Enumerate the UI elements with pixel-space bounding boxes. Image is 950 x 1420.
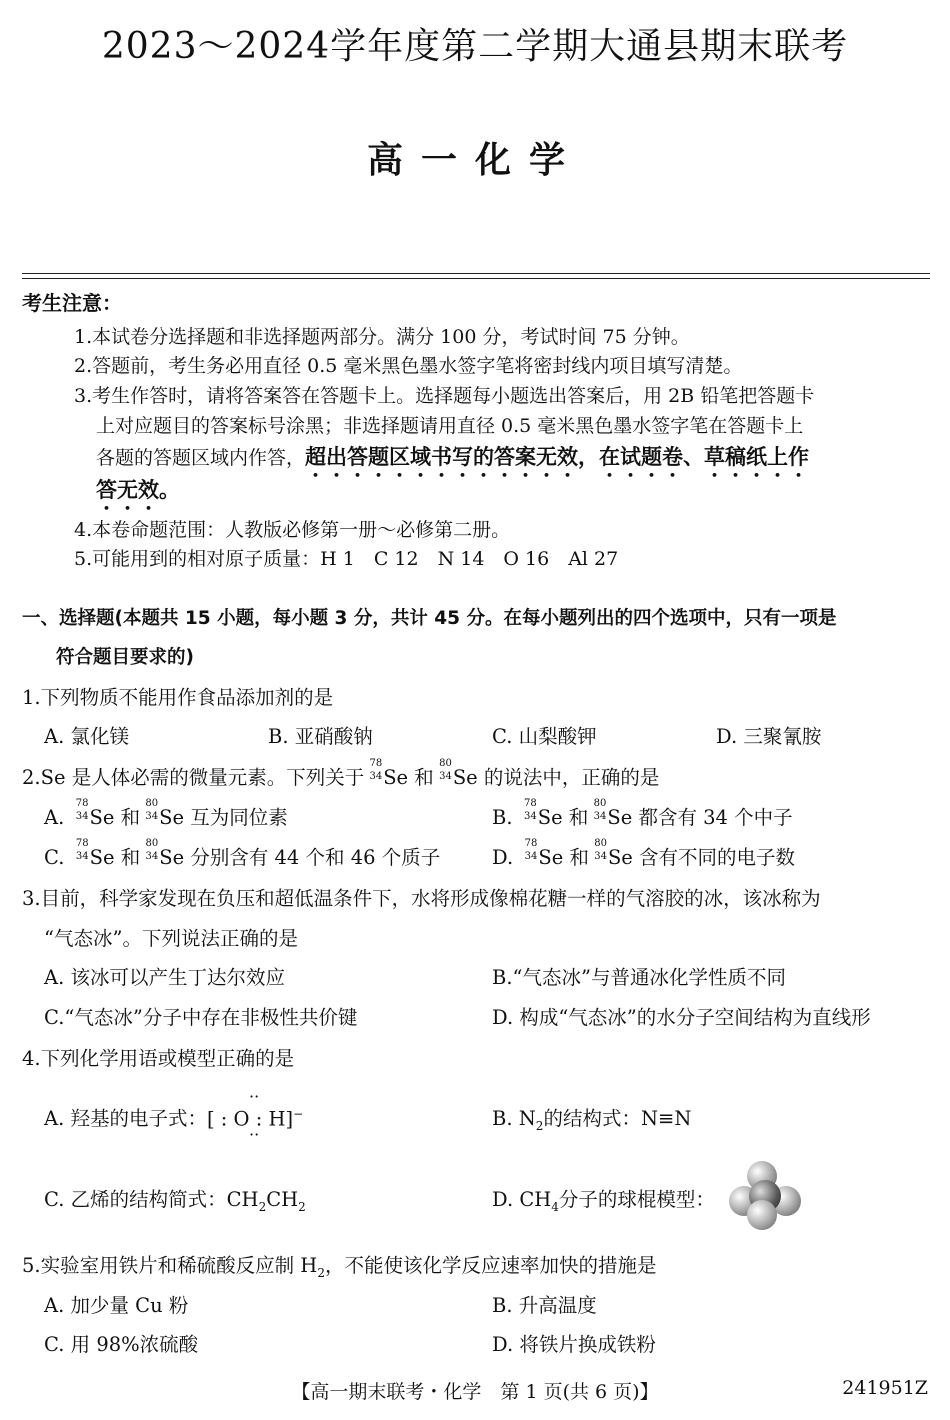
atomic-number: 34 [369,771,383,782]
option-text: D. CH [492,1188,552,1211]
question-stem [22,1250,656,1280]
option-label: C. [44,846,71,869]
stem-text: ，不能使该化学反应速率加快的措施是 [324,1254,657,1277]
mass-number: 80 [145,798,159,809]
atomic-number: 34 [593,811,607,822]
notice-text: 各题的答题区域内作答， [96,447,306,469]
option-c: C. 用 98%浓硫酸 [44,1333,199,1356]
option-a: A. 该冰可以产生丁达尔效应 [44,966,285,989]
option-text: Se 含有不同的电子数 [607,846,796,869]
option-text: Se 互为同位素 [159,806,288,829]
option-c [44,1184,306,1214]
atomic-number: 34 [145,811,159,822]
notice-item-3-cont [96,441,809,482]
section-heading-cont: 符合题目要求的) [56,647,194,668]
option-a: A. 氯化镁 [44,725,129,748]
formula: [ : O : H] [206,1107,294,1130]
option-c: C.“气态冰”分子中存在非极性共价键 [44,1006,358,1029]
question-stem-cont: “气态冰”。下列说法正确的是 [44,927,298,950]
exam-title: 2023～2024学年度第二学期大通县期末联考 [101,26,849,67]
option-text: Se 都含有 34 个中子 [607,806,793,829]
atomic-number: 34 [75,811,89,822]
option-b: B.“气态冰”与普通冰化学性质不同 [492,966,786,989]
notice-item-5: 5.可能用到的相对原子质量：H 1 C 12 N 14 O 16 Al 27 [74,548,619,570]
option-a [44,798,288,830]
isotope-notation [589,838,608,864]
notice-item-1: 1.本试卷分选择题和非选择题两部分。满分 100 分，考试时间 75 分钟。 [74,326,690,348]
mass-number: 78 [524,838,538,849]
lone-pair-dots: ·· [248,1124,260,1144]
atomic-number: 34 [145,851,159,862]
question-stem: 3.目前，科学家发现在负压和超低温条件下，水将形成像棉花糖一样的气溶胶的冰，该冰称为 [22,887,821,910]
isotope-notation [519,838,538,864]
atomic-number: 34 [524,811,537,822]
isotope-notation [588,798,607,824]
electron-formula [206,1086,304,1144]
isotope-notation [364,758,383,784]
isotope-notation [140,838,159,864]
option-text: Se 和 [89,846,141,869]
atomic-number: 34 [75,851,89,862]
mass-number: 78 [369,758,383,769]
option-b: B. 亚硝酸钠 [268,725,373,748]
option-d: D. 将铁片换成铁粉 [492,1333,656,1356]
option-label: D. [492,846,520,869]
atomic-number: 34 [594,851,607,862]
option-c: C. 山梨酸钾 [492,725,597,748]
ch4-ball-stick-model-image [727,1158,803,1232]
atomic-number: 34 [524,851,538,862]
notice-heading: 考生注意： [22,291,122,315]
isotope-notation [519,798,538,824]
subscript: 2 [258,1199,267,1214]
option-text: 分子的球棍模型： [558,1188,715,1211]
mass-number: 80 [594,838,607,849]
option-a [44,1086,304,1144]
question-stem: 4.下列化学用语或模型正确的是 [22,1047,295,1070]
option-text: Se 和 [537,806,589,829]
question-stem [22,758,660,790]
subscript: 2 [535,1118,544,1133]
divider-line [22,278,930,279]
atomic-number: 34 [439,771,452,782]
exam-code: 241951Z [842,1377,928,1399]
stem-text: Se 和 [383,766,434,789]
option-c [44,838,441,870]
option-d: D. 构成“气态冰”的水分子空间结构为直线形 [492,1006,871,1029]
notice-emphasis: 超出答题区域书写的答案无效，在试题卷、草稿纸上作 [305,445,810,469]
mass-number: 80 [593,798,607,809]
option-text: A. 羟基的电子式： [44,1107,207,1130]
page-footer: 【高一期末联考・化学 第 1 页(共 6 页)】 [291,1381,659,1403]
option-d [492,1184,715,1214]
isotope-notation [434,758,453,784]
notice-item-4: 4.本卷命题范围：人教版必修第一册～必修第二册。 [74,519,511,541]
option-text: 的结构式：N≡N [543,1107,692,1130]
isotope-notation [140,798,159,824]
option-b [492,1103,691,1133]
notice-item-3: 3.考生作答时，请将答案答在答题卡上。选择题每小题选出答案后，用 2B 铅笔把答题卡 [74,385,815,407]
stem-text: 5.实验室用铁片和稀硫酸反应制 H [22,1254,318,1277]
subscript: 2 [298,1199,306,1214]
option-text: Se 分别含有 44 个和 46 个质子 [159,846,441,869]
option-text: Se 和 [89,806,141,829]
charge: − [293,1106,304,1121]
option-label: A. [44,806,71,829]
option-text: B. N [492,1107,536,1130]
section-heading: 一、选择题(本题共 15 小题，每小题 3 分，共计 45 分。在每小题列出的四个选项中，只有一项是 [22,608,837,629]
question-stem: 1.下列物质不能用作食品添加剂的是 [22,686,334,709]
mass-number: 78 [75,798,89,809]
hydrogen-atom [747,1200,777,1230]
mass-number: 80 [145,838,159,849]
notice-item-3-cont [96,474,180,515]
option-label: B. [492,806,519,829]
notice-emphasis: 答无效。 [96,478,180,502]
option-d [492,838,796,870]
isotope-notation [71,838,90,864]
option-b [492,798,793,830]
mass-number: 78 [75,838,89,849]
stem-text: Se 的说法中，正确的是 [452,766,660,789]
option-a: A. 加少量 Cu 粉 [44,1294,189,1317]
option-text: Se 和 [538,846,589,869]
stem-text: 2.Se 是人体必需的微量元素。下列关于 [22,766,365,789]
option-b: B. 升高温度 [492,1294,597,1317]
option-d: D. 三聚氰胺 [716,725,822,748]
option-text: C. 乙烯的结构简式：CH [44,1188,259,1211]
isotope-notation [70,798,89,824]
mass-number: 78 [524,798,537,809]
mass-number: 80 [439,758,452,769]
subscript: 4 [551,1199,559,1214]
notice-item-3-cont: 上对应题目的答案标号涂黑；非选择题请用直径 0.5 毫米黑色墨水签字笔在答题卡上 [96,415,804,437]
lone-pair-dots: ·· [248,1086,260,1106]
divider-line [22,273,930,274]
option-text: CH [266,1188,299,1211]
subject-title: 高一化学 [366,140,583,181]
notice-item-2: 2.答题前，考生务必用直径 0.5 毫米黑色墨水签字笔将密封线内项目填写清楚。 [74,355,743,377]
subscript: 2 [317,1265,325,1280]
